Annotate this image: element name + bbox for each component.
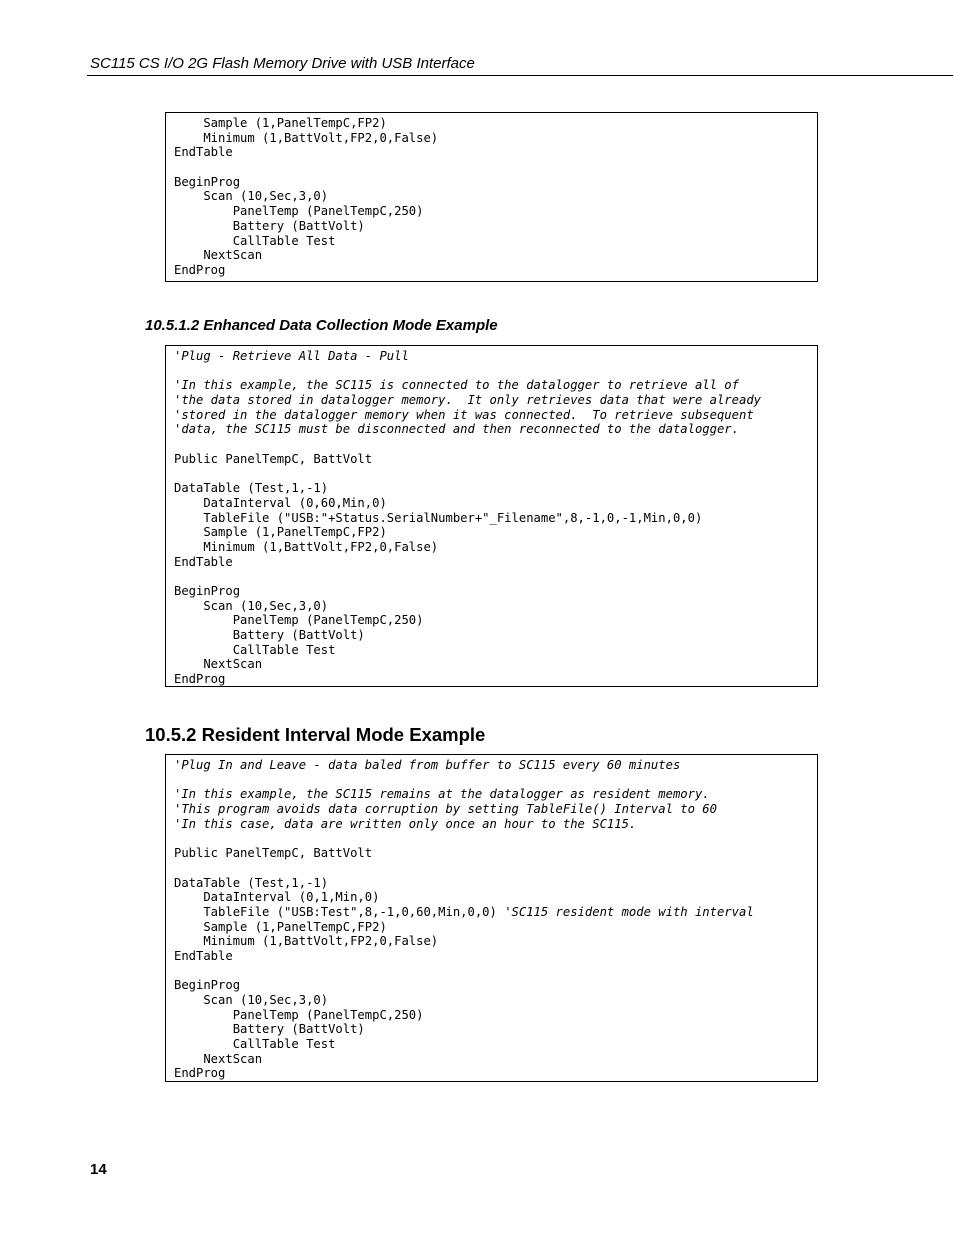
code-text: DataTable (Test,1,-1) xyxy=(174,481,329,496)
code-text: 'data, the SC115 must be disconnected and then reconnected to the datalogger. xyxy=(174,422,739,437)
code-text: Battery (BattVolt) xyxy=(174,628,365,643)
code-text: CallTable Test xyxy=(174,642,336,657)
code-line xyxy=(174,378,809,393)
code-line xyxy=(174,248,809,263)
code-text: EndTable xyxy=(174,145,233,160)
code-block-2 xyxy=(165,345,818,687)
code-line xyxy=(174,890,809,905)
code-text: Sample (1,PanelTempC,FP2) xyxy=(174,116,387,130)
code-line xyxy=(174,831,809,846)
code-text: Scan (10,Sec,3,0) xyxy=(174,189,329,204)
code-line xyxy=(174,672,809,687)
code-line xyxy=(174,599,809,614)
code-text: EndProg xyxy=(174,672,226,687)
code-line xyxy=(174,219,809,234)
code-line xyxy=(174,876,809,891)
code-line xyxy=(174,234,809,249)
code-inline-comment: 'SC115 resident mode with interval xyxy=(504,904,754,919)
code-line xyxy=(174,481,809,496)
code-text: 'In this example, the SC115 is connected to the datalogger to retrieve all of xyxy=(174,378,739,393)
code-line xyxy=(174,364,809,379)
code-line xyxy=(174,540,809,555)
code-text: Minimum (1,BattVolt,FP2,0,False) xyxy=(174,539,439,554)
code-text: Scan (10,Sec,3,0) xyxy=(174,598,329,613)
page-number: 14 xyxy=(90,1161,107,1178)
code-text: EndProg xyxy=(174,1066,226,1081)
code-text: Public PanelTempC, BattVolt xyxy=(174,846,373,861)
code-text: EndTable xyxy=(174,554,233,569)
code-text: NextScan xyxy=(174,248,263,263)
code-line xyxy=(174,145,809,160)
code-line xyxy=(174,802,809,817)
code-line xyxy=(174,613,809,628)
code-line xyxy=(174,263,809,278)
code-block-1 xyxy=(165,112,818,282)
code-text: EndProg xyxy=(174,262,226,277)
code-text: PanelTemp (PanelTempC,250) xyxy=(174,613,424,628)
code-text: 'This program avoids data corruption by setting TableFile() Interval to 60 xyxy=(174,802,717,817)
code-line xyxy=(174,584,809,599)
running-header: SC115 CS I/O 2G Flash Memory Drive with USB Interface xyxy=(90,55,475,72)
code-line xyxy=(174,758,809,773)
code-line xyxy=(174,175,809,190)
code-text: BeginProg xyxy=(174,978,241,993)
code-text: TableFile ("USB:"+Status.SerialNumber+"_Filename",8,-1,0,-1,Min,0,0) xyxy=(174,510,703,525)
code-line xyxy=(174,204,809,219)
code-text: DataInterval (0,1,Min,0) xyxy=(174,890,380,905)
code-text: Sample (1,PanelTempC,FP2) xyxy=(174,525,387,540)
code-line xyxy=(174,787,809,802)
code-text: 'Plug In and Leave - data baled from buffer to SC115 every 60 minutes xyxy=(174,758,681,772)
code-text: 'In this case, data are written only once an hour to the SC115. xyxy=(174,816,637,831)
code-line xyxy=(174,905,809,920)
code-text: Minimum (1,BattVolt,FP2,0,False) xyxy=(174,130,439,145)
code-line xyxy=(174,1037,809,1052)
code-text: Public PanelTempC, BattVolt xyxy=(174,451,373,466)
code-text: 'Plug - Retrieve All Data - Pull xyxy=(174,349,409,363)
code-text: BeginProg xyxy=(174,584,241,598)
code-text: BeginProg xyxy=(174,174,241,189)
code-line xyxy=(174,934,809,949)
code-line xyxy=(174,978,809,993)
code-line xyxy=(174,657,809,672)
code-text: Minimum (1,BattVolt,FP2,0,False) xyxy=(174,934,439,949)
code-text: 'stored in the datalogger memory when it was connected. To retrieve subsequent xyxy=(174,407,754,422)
section-heading-enhanced-data-collection: 10.5.1.2 Enhanced Data Collection Mode Example xyxy=(145,317,498,334)
code-line xyxy=(174,861,809,876)
header-rule xyxy=(87,75,953,76)
code-text: Sample (1,PanelTempC,FP2) xyxy=(174,919,387,934)
code-text: TableFile ("USB:Test",8,-1,0,60,Min,0,0) xyxy=(174,904,505,919)
code-line xyxy=(174,949,809,964)
code-text: DataInterval (0,60,Min,0) xyxy=(174,495,387,510)
code-line xyxy=(174,628,809,643)
code-text: 'In this example, the SC115 remains at the datalogger as resident memory. xyxy=(174,787,710,802)
code-line xyxy=(174,846,809,861)
code-line xyxy=(174,1008,809,1023)
code-line xyxy=(174,569,809,584)
code-line xyxy=(174,964,809,979)
code-line xyxy=(174,116,809,131)
code-line xyxy=(174,467,809,482)
code-line xyxy=(174,437,809,452)
code-line xyxy=(174,160,809,175)
code-line xyxy=(174,496,809,511)
code-line xyxy=(174,1022,809,1037)
code-line xyxy=(174,1066,809,1081)
code-text: Scan (10,Sec,3,0) xyxy=(174,993,329,1007)
code-text: NextScan xyxy=(174,657,263,672)
code-text: CallTable Test xyxy=(174,233,336,248)
code-line xyxy=(174,643,809,658)
code-text: 'the data stored in datalogger memory. It only retrieves data that were already xyxy=(174,393,761,408)
code-line xyxy=(174,422,809,437)
code-text: PanelTemp (PanelTempC,250) xyxy=(174,1007,424,1022)
code-line xyxy=(174,1052,809,1067)
code-line xyxy=(174,920,809,935)
code-block-3 xyxy=(165,754,818,1082)
code-line xyxy=(174,408,809,423)
code-text: DataTable (Test,1,-1) xyxy=(174,875,329,890)
code-line xyxy=(174,349,809,364)
code-line xyxy=(174,189,809,204)
code-text: Battery (BattVolt) xyxy=(174,1022,365,1037)
code-line xyxy=(174,511,809,526)
code-line xyxy=(174,525,809,540)
code-line xyxy=(174,773,809,788)
code-line xyxy=(174,555,809,570)
code-line xyxy=(174,393,809,408)
code-text: NextScan xyxy=(174,1051,263,1066)
code-line xyxy=(174,817,809,832)
code-line xyxy=(174,131,809,146)
code-line xyxy=(174,452,809,467)
code-text: Battery (BattVolt) xyxy=(174,218,365,233)
code-text: CallTable Test xyxy=(174,1037,336,1052)
section-heading-resident-interval: 10.5.2 Resident Interval Mode Example xyxy=(145,724,486,745)
code-line xyxy=(174,993,809,1008)
code-text: EndTable xyxy=(174,948,233,963)
code-text: PanelTemp (PanelTempC,250) xyxy=(174,204,424,219)
